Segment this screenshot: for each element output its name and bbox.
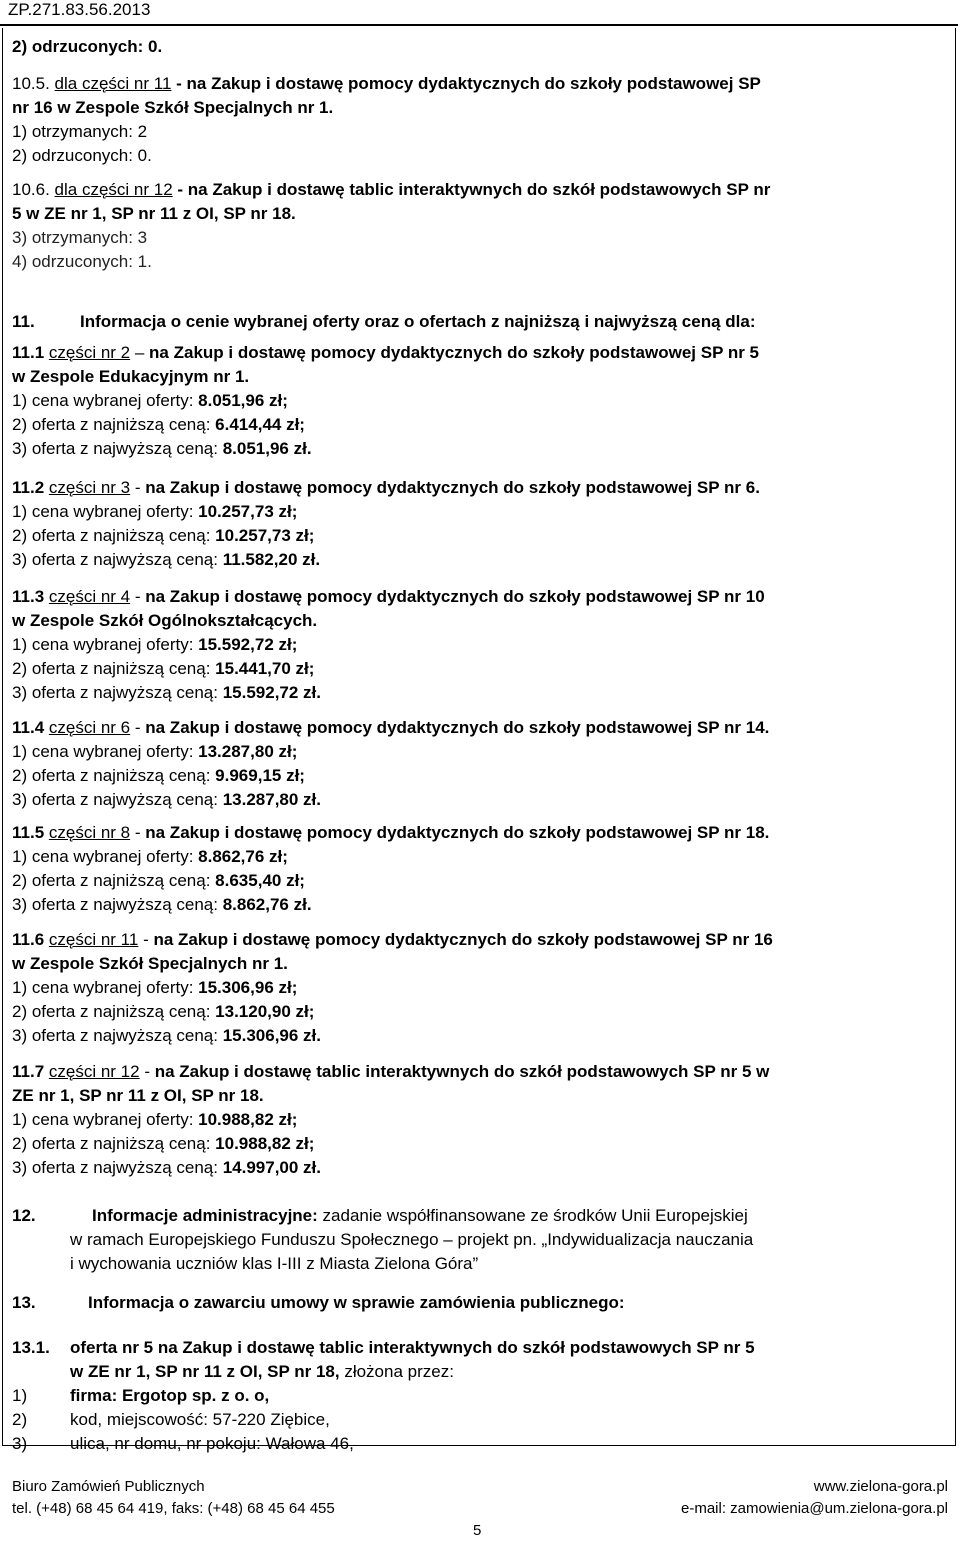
part-lowest-price: 2) oferta z najniższą ceną: 10.257,73 zł;: [12, 526, 315, 545]
section-13-title: Informacja o zawarciu umowy w sprawie zamówienia publicznego:: [88, 1293, 625, 1312]
section-13-1-line1: oferta nr 5 na Zakup i dostawę tablic interaktywnych do szkół podstawowych SP nr 5: [70, 1338, 755, 1357]
part-selected-price: 1) cena wybranej oferty: 13.287,80 zł;: [12, 742, 298, 761]
part-title-line1: 11.3 części nr 4 - na Zakup i dostawę pomocy dydaktycznych do szkoły podstawowej SP nr 10: [12, 587, 765, 606]
section-10-5-line1: 10.5. dla części nr 11 - na Zakup i dostawę pomocy dydaktycznych do szkoły podstawowej SP: [12, 74, 761, 93]
contractor-street: ulica, nr domu, nr pokoju: Wałowa 46,: [70, 1434, 354, 1453]
section-12-line1: Informacje administracyjne: zadanie współfinansowane ze środków Unii Europejskiej: [92, 1206, 748, 1225]
section-13-number: 13.: [12, 1293, 36, 1312]
contractor-city-number: 2): [12, 1410, 28, 1429]
contractor-city: kod, miejscowość: 57-220 Ziębice,: [70, 1410, 330, 1429]
section-10-6-received: 3) otrzymanych: 3: [12, 228, 148, 247]
section-10-6-line2: 5 w ZE nr 1, SP nr 11 z OI, SP nr 18.: [12, 204, 296, 223]
part-highest-price: 3) oferta z najwyższą ceną: 15.592,72 zł.: [12, 683, 322, 702]
contractor-firm-number: 1): [12, 1386, 28, 1405]
part-title-line2: w Zespole Edukacyjnym nr 1.: [12, 367, 250, 386]
part-title-line2: w Zespole Szkół Specjalnych nr 1.: [12, 954, 288, 973]
section-10-5-received: 1) otrzymanych: 2: [12, 122, 148, 141]
part-selected-price: 1) cena wybranej oferty: 8.862,76 zł;: [12, 847, 288, 866]
part-title-line1: 11.6 części nr 11 - na Zakup i dostawę pomocy dydaktycznych do szkoły podstawowej SP nr 16: [12, 930, 773, 949]
part-lowest-price: 2) oferta z najniższą ceną: 13.120,90 zł;: [12, 1002, 315, 1021]
section-10-5-line2: nr 16 w Zespole Szkół Specjalnych nr 1.: [12, 98, 334, 117]
part-highest-price: 3) oferta z najwyższą ceną: 13.287,80 zł.: [12, 790, 322, 809]
section-11-heading: 11.: [12, 312, 35, 331]
line-odrzuconych: 2) odrzuconych: 0.: [12, 37, 163, 56]
part-highest-price: 3) oferta z najwyższą ceną: 8.862,76 zł.: [12, 895, 312, 914]
part-highest-price: 3) oferta z najwyższą ceną: 15.306,96 zł.: [12, 1026, 322, 1045]
contractor-firm: firma: Ergotop sp. z o. o,: [70, 1386, 270, 1405]
part-lowest-price: 2) oferta z najniższą ceną: 10.988,82 zł;: [12, 1134, 315, 1153]
part-lowest-price: 2) oferta z najniższą ceną: 6.414,44 zł;: [12, 415, 305, 434]
part-highest-price: 3) oferta z najwyższą ceną: 11.582,20 zł.: [12, 550, 321, 569]
footer-website[interactable]: www.zielona-gora.pl: [813, 1478, 948, 1495]
part-selected-price: 1) cena wybranej oferty: 8.051,96 zł;: [12, 391, 288, 410]
part-title-line1: 11.7 części nr 12 - na Zakup i dostawę tablic interaktywnych do szkół podstawowych SP nr 5 w: [12, 1062, 770, 1081]
contractor-street-number: 3): [12, 1434, 28, 1453]
part-title-line2: w Zespole Szkół Ogólnokształcących.: [12, 611, 318, 630]
section-12-line3: i wychowania uczniów klas I-III z Miasta Zielona Góra”: [70, 1254, 479, 1273]
part-title-line2: ZE nr 1, SP nr 11 z OI, SP nr 18.: [12, 1086, 264, 1105]
section-10-6-line1: 10.6. dla części nr 12 - na Zakup i dostawę tablic interaktywnych do szkół podstawowych SP nr: [12, 180, 771, 199]
page-number: 5: [473, 1522, 482, 1539]
footer-phone: tel. (+48) 68 45 64 419, faks: (+48) 68 45 64 455: [12, 1500, 335, 1517]
part-selected-price: 1) cena wybranej oferty: 15.592,72 zł;: [12, 635, 298, 654]
section-10-6-rejected: 4) odrzuconych: 1.: [12, 252, 152, 271]
section-13-1-line2: w ZE nr 1, SP nr 11 z OI, SP nr 18, złożona przez:: [70, 1362, 454, 1381]
section-13-1-number: 13.1.: [12, 1338, 50, 1357]
part-lowest-price: 2) oferta z najniższą ceną: 9.969,15 zł;: [12, 766, 305, 785]
part-lowest-price: 2) oferta z najniższą ceną: 15.441,70 zł;: [12, 659, 315, 678]
header-divider: [0, 24, 958, 26]
section-11-title: Informacja o cenie wybranej oferty oraz o ofertach z najniższą i najwyższą ceną dla:: [80, 312, 756, 331]
section-10-5-rejected: 2) odrzuconych: 0.: [12, 146, 152, 165]
part-lowest-price: 2) oferta z najniższą ceną: 8.635,40 zł;: [12, 871, 305, 890]
part-selected-price: 1) cena wybranej oferty: 10.988,82 zł;: [12, 1110, 298, 1129]
part-highest-price: 3) oferta z najwyższą ceną: 14.997,00 zł.: [12, 1158, 322, 1177]
footer-email[interactable]: e-mail: zamowienia@um.zielona-gora.pl: [680, 1500, 948, 1517]
section-12-number: 12.: [12, 1206, 36, 1225]
part-title-line1: 11.2 części nr 3 - na Zakup i dostawę pomocy dydaktycznych do szkoły podstawowej SP nr 6.: [12, 478, 760, 497]
part-selected-price: 1) cena wybranej oferty: 10.257,73 zł;: [12, 502, 298, 521]
part-highest-price: 3) oferta z najwyższą ceną: 8.051,96 zł.: [12, 439, 312, 458]
part-title-line1: 11.5 części nr 8 - na Zakup i dostawę pomocy dydaktycznych do szkoły podstawowej SP nr 18.: [12, 823, 770, 842]
document-code: ZP.271.83.56.2013: [8, 0, 151, 19]
part-title-line1: 11.1 części nr 2 – na Zakup i dostawę pomocy dydaktycznych do szkoły podstawowej SP nr 5: [12, 343, 759, 362]
section-12-line2: w ramach Europejskiego Funduszu Społecznego – projekt pn. „Indywidualizacja nauczania: [70, 1230, 754, 1249]
part-selected-price: 1) cena wybranej oferty: 15.306,96 zł;: [12, 978, 298, 997]
part-title-line1: 11.4 części nr 6 - na Zakup i dostawę pomocy dydaktycznych do szkoły podstawowej SP nr 14.: [12, 718, 770, 737]
footer-office: Biuro Zamówień Publicznych: [12, 1478, 205, 1495]
